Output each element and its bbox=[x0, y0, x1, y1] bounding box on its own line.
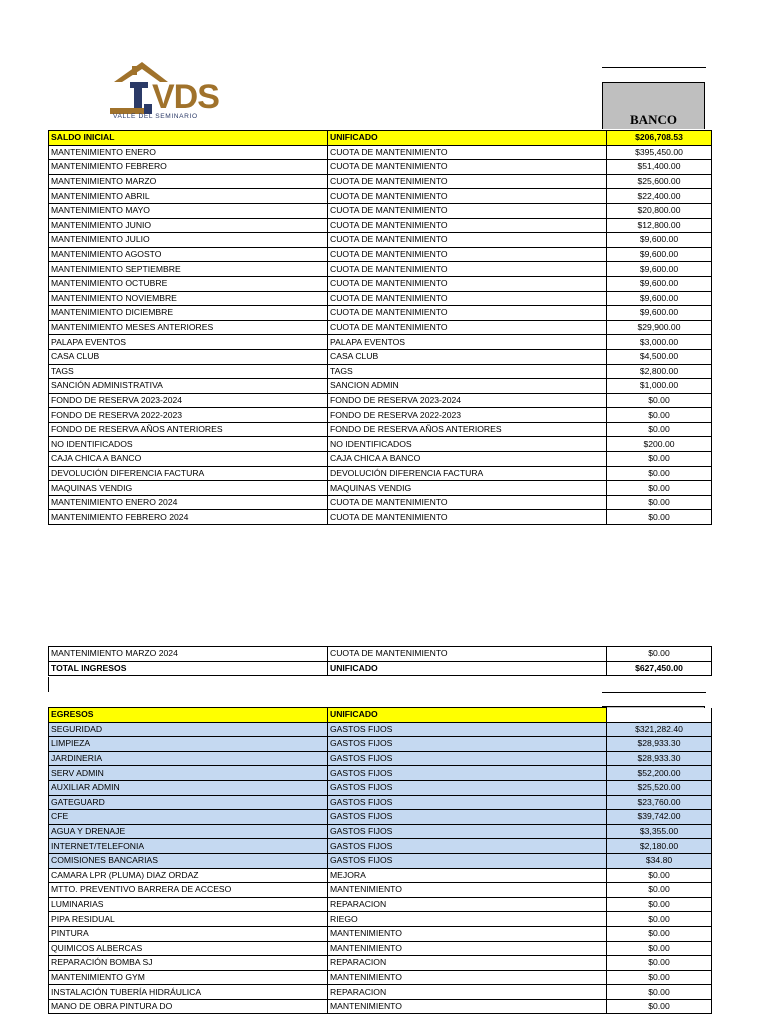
cell-concept[interactable]: MANTENIMIENTO DICIEMBRE bbox=[49, 306, 328, 321]
egresos-header-row bbox=[49, 708, 712, 723]
cell-concept[interactable]: CAJA CHICA A BANCO bbox=[49, 452, 328, 467]
cell-amount[interactable]: $9,600.00 bbox=[607, 233, 712, 248]
banco-header-label: BANCO bbox=[630, 112, 677, 127]
cell-category[interactable]: REPARACION bbox=[328, 985, 607, 1000]
cell-concept[interactable]: COMISIONES BANCARIAS bbox=[49, 853, 328, 868]
cell-concept[interactable]: LUMINARIAS bbox=[49, 897, 328, 912]
cell-amount[interactable]: $3,355.00 bbox=[607, 824, 712, 839]
table-row bbox=[49, 247, 712, 262]
cell-category[interactable]: CAJA CHICA A BANCO bbox=[328, 452, 607, 467]
cell-amount[interactable]: $9,600.00 bbox=[607, 291, 712, 306]
cell-category[interactable]: MANTENIMIENTO bbox=[328, 926, 607, 941]
cell-amount[interactable]: $0.00 bbox=[607, 897, 712, 912]
cell-amount[interactable] bbox=[607, 708, 712, 723]
cell-category[interactable]: CUOTA DE MANTENIMIENTO bbox=[328, 276, 607, 291]
logo-tagline: VALLE DEL SEMINARIO bbox=[113, 113, 198, 120]
table-row bbox=[49, 233, 712, 248]
cell-category[interactable]: CUOTA DE MANTENIMIENTO bbox=[328, 218, 607, 233]
cell-concept[interactable]: SERV ADMIN bbox=[49, 766, 328, 781]
table-row bbox=[49, 722, 712, 737]
table-row bbox=[49, 766, 712, 781]
cell-concept[interactable]: MANTENIMIENTO MARZO 2024 bbox=[49, 647, 328, 662]
cell-concept[interactable]: MANTENIMIENTO OCTUBRE bbox=[49, 276, 328, 291]
cell-category[interactable]: TAGS bbox=[328, 364, 607, 379]
cell-amount[interactable]: $2,180.00 bbox=[607, 839, 712, 854]
cell-amount[interactable]: $0.00 bbox=[607, 926, 712, 941]
cell-concept[interactable]: MAQUINAS VENDIG bbox=[49, 481, 328, 496]
cell-amount[interactable]: $9,600.00 bbox=[607, 262, 712, 277]
cell-amount[interactable]: $1,000.00 bbox=[607, 379, 712, 394]
table-row bbox=[49, 466, 712, 481]
cell-category[interactable]: MAQUINAS VENDIG bbox=[328, 481, 607, 496]
cell-concept[interactable]: JARDINERIA bbox=[49, 751, 328, 766]
cell-amount[interactable]: $0.00 bbox=[607, 941, 712, 956]
cell-amount[interactable]: $28,933.30 bbox=[607, 751, 712, 766]
cell-concept[interactable]: TOTAL INGRESOS bbox=[49, 661, 328, 676]
cell-concept[interactable]: MANTENIMIENTO MAYO bbox=[49, 203, 328, 218]
cell-category[interactable]: CUOTA DE MANTENIMIENTO bbox=[328, 203, 607, 218]
cell-concept[interactable]: TAGS bbox=[49, 364, 328, 379]
cell-concept[interactable]: CASA CLUB bbox=[49, 349, 328, 364]
cell-amount[interactable]: $0.00 bbox=[607, 956, 712, 971]
cell-category[interactable]: REPARACION bbox=[328, 956, 607, 971]
table-row bbox=[49, 926, 712, 941]
cell-concept[interactable]: MANTENIMIENTO FEBRERO bbox=[49, 160, 328, 175]
total-ingresos-row bbox=[49, 661, 712, 676]
cell-category[interactable]: CUOTA DE MANTENIMIENTO bbox=[328, 145, 607, 160]
cell-concept[interactable]: MANTENIMIENTO ENERO 2024 bbox=[49, 495, 328, 510]
cell-concept[interactable]: NO IDENTIFICADOS bbox=[49, 437, 328, 452]
cell-concept[interactable]: MANTENIMIENTO AGOSTO bbox=[49, 247, 328, 262]
cell-concept[interactable]: PALAPA EVENTOS bbox=[49, 335, 328, 350]
table-row bbox=[49, 437, 712, 452]
cell-concept[interactable]: LIMPIEZA bbox=[49, 737, 328, 752]
cell-category[interactable]: FONDO DE RESERVA 2022-2023 bbox=[328, 408, 607, 423]
cell-category[interactable]: UNIFICADO bbox=[328, 708, 607, 723]
cell-amount[interactable]: $12,800.00 bbox=[607, 218, 712, 233]
table-row bbox=[49, 276, 712, 291]
cell-amount[interactable]: $0.00 bbox=[607, 647, 712, 662]
cell-amount[interactable]: $39,742.00 bbox=[607, 810, 712, 825]
table-row bbox=[49, 335, 712, 350]
cell-concept[interactable]: MANTENIMIENTO MESES ANTERIORES bbox=[49, 320, 328, 335]
cell-amount[interactable]: $0.00 bbox=[607, 510, 712, 525]
cell-category[interactable]: CUOTA DE MANTENIMIENTO bbox=[328, 262, 607, 277]
table-row bbox=[49, 897, 712, 912]
table-row bbox=[49, 853, 712, 868]
table-row bbox=[49, 393, 712, 408]
table-row bbox=[49, 262, 712, 277]
cell-category[interactable]: GASTOS FIJOS bbox=[328, 824, 607, 839]
cell-category[interactable]: CUOTA DE MANTENIMIENTO bbox=[328, 306, 607, 321]
table-row bbox=[49, 751, 712, 766]
table-row bbox=[49, 737, 712, 752]
cell-concept[interactable]: GATEGUARD bbox=[49, 795, 328, 810]
banco-top-border bbox=[602, 67, 706, 68]
cell-category[interactable]: MANTENIMIENTO bbox=[328, 970, 607, 985]
cell-amount[interactable]: $20,800.00 bbox=[607, 203, 712, 218]
table-row bbox=[49, 422, 712, 437]
cell-category[interactable]: GASTOS FIJOS bbox=[328, 751, 607, 766]
cell-amount[interactable]: $25,520.00 bbox=[607, 780, 712, 795]
cell-category[interactable]: CUOTA DE MANTENIMIENTO bbox=[328, 247, 607, 262]
cell-amount[interactable]: $23,760.00 bbox=[607, 795, 712, 810]
cell-amount[interactable]: $51,400.00 bbox=[607, 160, 712, 175]
table-row bbox=[49, 970, 712, 985]
cell-amount[interactable]: $0.00 bbox=[607, 912, 712, 927]
table-row bbox=[49, 349, 712, 364]
sheet-border bbox=[48, 677, 49, 692]
cell-category[interactable]: CUOTA DE MANTENIMIENTO bbox=[328, 510, 607, 525]
table-row bbox=[49, 495, 712, 510]
table-row bbox=[49, 160, 712, 175]
cell-amount[interactable]: $3,000.00 bbox=[607, 335, 712, 350]
cell-amount[interactable]: $200.00 bbox=[607, 437, 712, 452]
cell-amount[interactable]: $0.00 bbox=[607, 393, 712, 408]
cell-amount[interactable]: $28,933.30 bbox=[607, 737, 712, 752]
cell-concept[interactable]: AGUA Y DRENAJE bbox=[49, 824, 328, 839]
cell-amount[interactable]: $29,900.00 bbox=[607, 320, 712, 335]
cell-category[interactable]: GASTOS FIJOS bbox=[328, 839, 607, 854]
cell-amount[interactable]: $22,400.00 bbox=[607, 189, 712, 204]
cell-concept[interactable]: AUXILIAR ADMIN bbox=[49, 780, 328, 795]
table-row bbox=[49, 839, 712, 854]
cell-amount[interactable]: $4,500.00 bbox=[607, 349, 712, 364]
cell-concept[interactable]: MANTENIMIENTO GYM bbox=[49, 970, 328, 985]
table-row bbox=[49, 810, 712, 825]
cell-category[interactable]: MEJORA bbox=[328, 868, 607, 883]
table-row bbox=[49, 956, 712, 971]
cell-category[interactable]: CUOTA DE MANTENIMIENTO bbox=[328, 495, 607, 510]
cell-category[interactable]: GASTOS FIJOS bbox=[328, 766, 607, 781]
cell-amount[interactable]: $2,800.00 bbox=[607, 364, 712, 379]
cell-category[interactable]: PALAPA EVENTOS bbox=[328, 335, 607, 350]
cell-amount[interactable]: $52,200.00 bbox=[607, 766, 712, 781]
cell-concept[interactable]: DEVOLUCIÓN DIFERENCIA FACTURA bbox=[49, 466, 328, 481]
sheet-border bbox=[602, 692, 706, 693]
house-logo-icon bbox=[108, 58, 232, 120]
cell-category[interactable]: UNIFICADO bbox=[328, 131, 607, 146]
logo-brand: VDS bbox=[152, 78, 219, 116]
cell-category[interactable]: CASA CLUB bbox=[328, 349, 607, 364]
cell-amount[interactable]: $9,600.00 bbox=[607, 276, 712, 291]
cell-concept[interactable]: MANTENIMIENTO FEBRERO 2024 bbox=[49, 510, 328, 525]
table-row bbox=[49, 452, 712, 467]
cell-category[interactable]: SANCION ADMIN bbox=[328, 379, 607, 394]
table-row bbox=[49, 408, 712, 423]
cell-amount[interactable]: $0.00 bbox=[607, 452, 712, 467]
cell-category[interactable]: FONDO DE RESERVA AÑOS ANTERIORES bbox=[328, 422, 607, 437]
table-row bbox=[49, 824, 712, 839]
table-row bbox=[49, 999, 712, 1014]
table-row bbox=[49, 364, 712, 379]
cell-category[interactable]: CUOTA DE MANTENIMIENTO bbox=[328, 174, 607, 189]
cell-concept[interactable]: FONDO DE RESERVA 2022-2023 bbox=[49, 408, 328, 423]
cell-amount[interactable]: $34.80 bbox=[607, 853, 712, 868]
totals-table bbox=[48, 646, 712, 676]
table-row bbox=[49, 291, 712, 306]
cell-concept[interactable]: MANTENIMIENTO NOVIEMBRE bbox=[49, 291, 328, 306]
table-row bbox=[49, 510, 712, 525]
cell-category[interactable]: MANTENIMIENTO bbox=[328, 941, 607, 956]
table-row bbox=[49, 379, 712, 394]
cell-concept[interactable]: SALDO INICIAL bbox=[49, 131, 328, 146]
cell-concept[interactable]: EGRESOS bbox=[49, 708, 328, 723]
cell-amount[interactable]: $0.00 bbox=[607, 481, 712, 496]
cell-category[interactable]: CUOTA DE MANTENIMIENTO bbox=[328, 189, 607, 204]
cell-concept[interactable]: MANO DE OBRA PINTURA DO bbox=[49, 999, 328, 1014]
cell-amount[interactable]: $0.00 bbox=[607, 422, 712, 437]
banco-header bbox=[602, 82, 705, 129]
table-row bbox=[49, 795, 712, 810]
table-row bbox=[49, 306, 712, 321]
cell-amount[interactable]: $321,282.40 bbox=[607, 722, 712, 737]
cell-concept[interactable]: MTTO. PREVENTIVO BARRERA DE ACCESO bbox=[49, 883, 328, 898]
cell-category[interactable]: GASTOS FIJOS bbox=[328, 722, 607, 737]
cell-amount[interactable]: $0.00 bbox=[607, 883, 712, 898]
cell-concept[interactable]: REPARACIÓN BOMBA SJ bbox=[49, 956, 328, 971]
cell-amount[interactable]: $9,600.00 bbox=[607, 247, 712, 262]
cell-concept[interactable]: SEGURIDAD bbox=[49, 722, 328, 737]
cell-amount[interactable]: $9,600.00 bbox=[607, 306, 712, 321]
cell-concept[interactable]: CAMARA LPR (PLUMA) DIAZ ORDAZ bbox=[49, 868, 328, 883]
cell-category[interactable]: NO IDENTIFICADOS bbox=[328, 437, 607, 452]
cell-concept[interactable]: SANCIÓN ADMINISTRATIVA bbox=[49, 379, 328, 394]
table-row bbox=[49, 883, 712, 898]
table-row bbox=[49, 203, 712, 218]
cell-category[interactable]: CUOTA DE MANTENIMIENTO bbox=[328, 647, 607, 662]
cell-category[interactable]: MANTENIMIENTO bbox=[328, 883, 607, 898]
cell-amount[interactable]: $0.00 bbox=[607, 970, 712, 985]
cell-category[interactable]: CUOTA DE MANTENIMIENTO bbox=[328, 160, 607, 175]
table-row bbox=[49, 868, 712, 883]
cell-category[interactable]: GASTOS FIJOS bbox=[328, 737, 607, 752]
cell-category[interactable]: DEVOLUCIÓN DIFERENCIA FACTURA bbox=[328, 466, 607, 481]
cell-category[interactable]: MANTENIMIENTO bbox=[328, 999, 607, 1014]
table-row bbox=[49, 189, 712, 204]
cell-concept[interactable]: FONDO DE RESERVA AÑOS ANTERIORES bbox=[49, 422, 328, 437]
cell-amount[interactable]: $395,450.00 bbox=[607, 145, 712, 160]
cell-concept[interactable]: INSTALACIÓN TUBERÍA HIDRÁULICA bbox=[49, 985, 328, 1000]
table-row bbox=[49, 218, 712, 233]
cell-category[interactable]: GASTOS FIJOS bbox=[328, 795, 607, 810]
cell-category[interactable]: CUOTA DE MANTENIMIENTO bbox=[328, 233, 607, 248]
table-row bbox=[49, 912, 712, 927]
cell-concept[interactable]: QUIMICOS ALBERCAS bbox=[49, 941, 328, 956]
table-row bbox=[49, 985, 712, 1000]
vds-logo bbox=[108, 58, 232, 120]
cell-amount[interactable]: $627,450.00 bbox=[607, 661, 712, 676]
cell-category[interactable]: GASTOS FIJOS bbox=[328, 810, 607, 825]
cell-concept[interactable]: MANTENIMIENTO JULIO bbox=[49, 233, 328, 248]
cell-amount[interactable]: $0.00 bbox=[607, 408, 712, 423]
cell-concept[interactable]: MANTENIMIENTO JUNIO bbox=[49, 218, 328, 233]
cell-amount[interactable]: $0.00 bbox=[607, 466, 712, 481]
saldo-inicial-row bbox=[49, 131, 712, 146]
ingresos-table bbox=[48, 130, 712, 525]
cell-amount[interactable]: $25,600.00 bbox=[607, 174, 712, 189]
cell-concept[interactable]: MANTENIMIENTO MARZO bbox=[49, 174, 328, 189]
cell-category[interactable]: UNIFICADO bbox=[328, 661, 607, 676]
table-row bbox=[49, 174, 712, 189]
cell-amount[interactable]: $206,708.53 bbox=[607, 131, 712, 146]
cell-concept[interactable]: CFE bbox=[49, 810, 328, 825]
cell-concept[interactable]: MANTENIMIENTO ENERO bbox=[49, 145, 328, 160]
cell-amount[interactable]: $0.00 bbox=[607, 999, 712, 1014]
cell-amount[interactable]: $0.00 bbox=[607, 985, 712, 1000]
cell-amount[interactable]: $0.00 bbox=[607, 495, 712, 510]
cell-concept[interactable]: PIPA RESIDUAL bbox=[49, 912, 328, 927]
cell-category[interactable]: CUOTA DE MANTENIMIENTO bbox=[328, 291, 607, 306]
cell-category[interactable]: CUOTA DE MANTENIMIENTO bbox=[328, 320, 607, 335]
cell-category[interactable]: RIEGO bbox=[328, 912, 607, 927]
egresos-table bbox=[48, 707, 712, 1014]
table-row bbox=[49, 145, 712, 160]
cell-amount[interactable]: $0.00 bbox=[607, 868, 712, 883]
cell-concept[interactable]: PINTURA bbox=[49, 926, 328, 941]
cell-category[interactable]: FONDO DE RESERVA 2023-2024 bbox=[328, 393, 607, 408]
cell-concept[interactable]: MANTENIMIENTO SEPTIEMBRE bbox=[49, 262, 328, 277]
cell-concept[interactable]: FONDO DE RESERVA 2023-2024 bbox=[49, 393, 328, 408]
table-row bbox=[49, 780, 712, 795]
cell-concept[interactable]: INTERNET/TELEFONIA bbox=[49, 839, 328, 854]
cell-concept[interactable]: MANTENIMIENTO ABRIL bbox=[49, 189, 328, 204]
table-row bbox=[49, 941, 712, 956]
cell-category[interactable]: GASTOS FIJOS bbox=[328, 853, 607, 868]
cell-category[interactable]: REPARACION bbox=[328, 897, 607, 912]
table-row bbox=[49, 320, 712, 335]
table-row bbox=[49, 481, 712, 496]
table-row bbox=[49, 647, 712, 662]
cell-category[interactable]: GASTOS FIJOS bbox=[328, 780, 607, 795]
